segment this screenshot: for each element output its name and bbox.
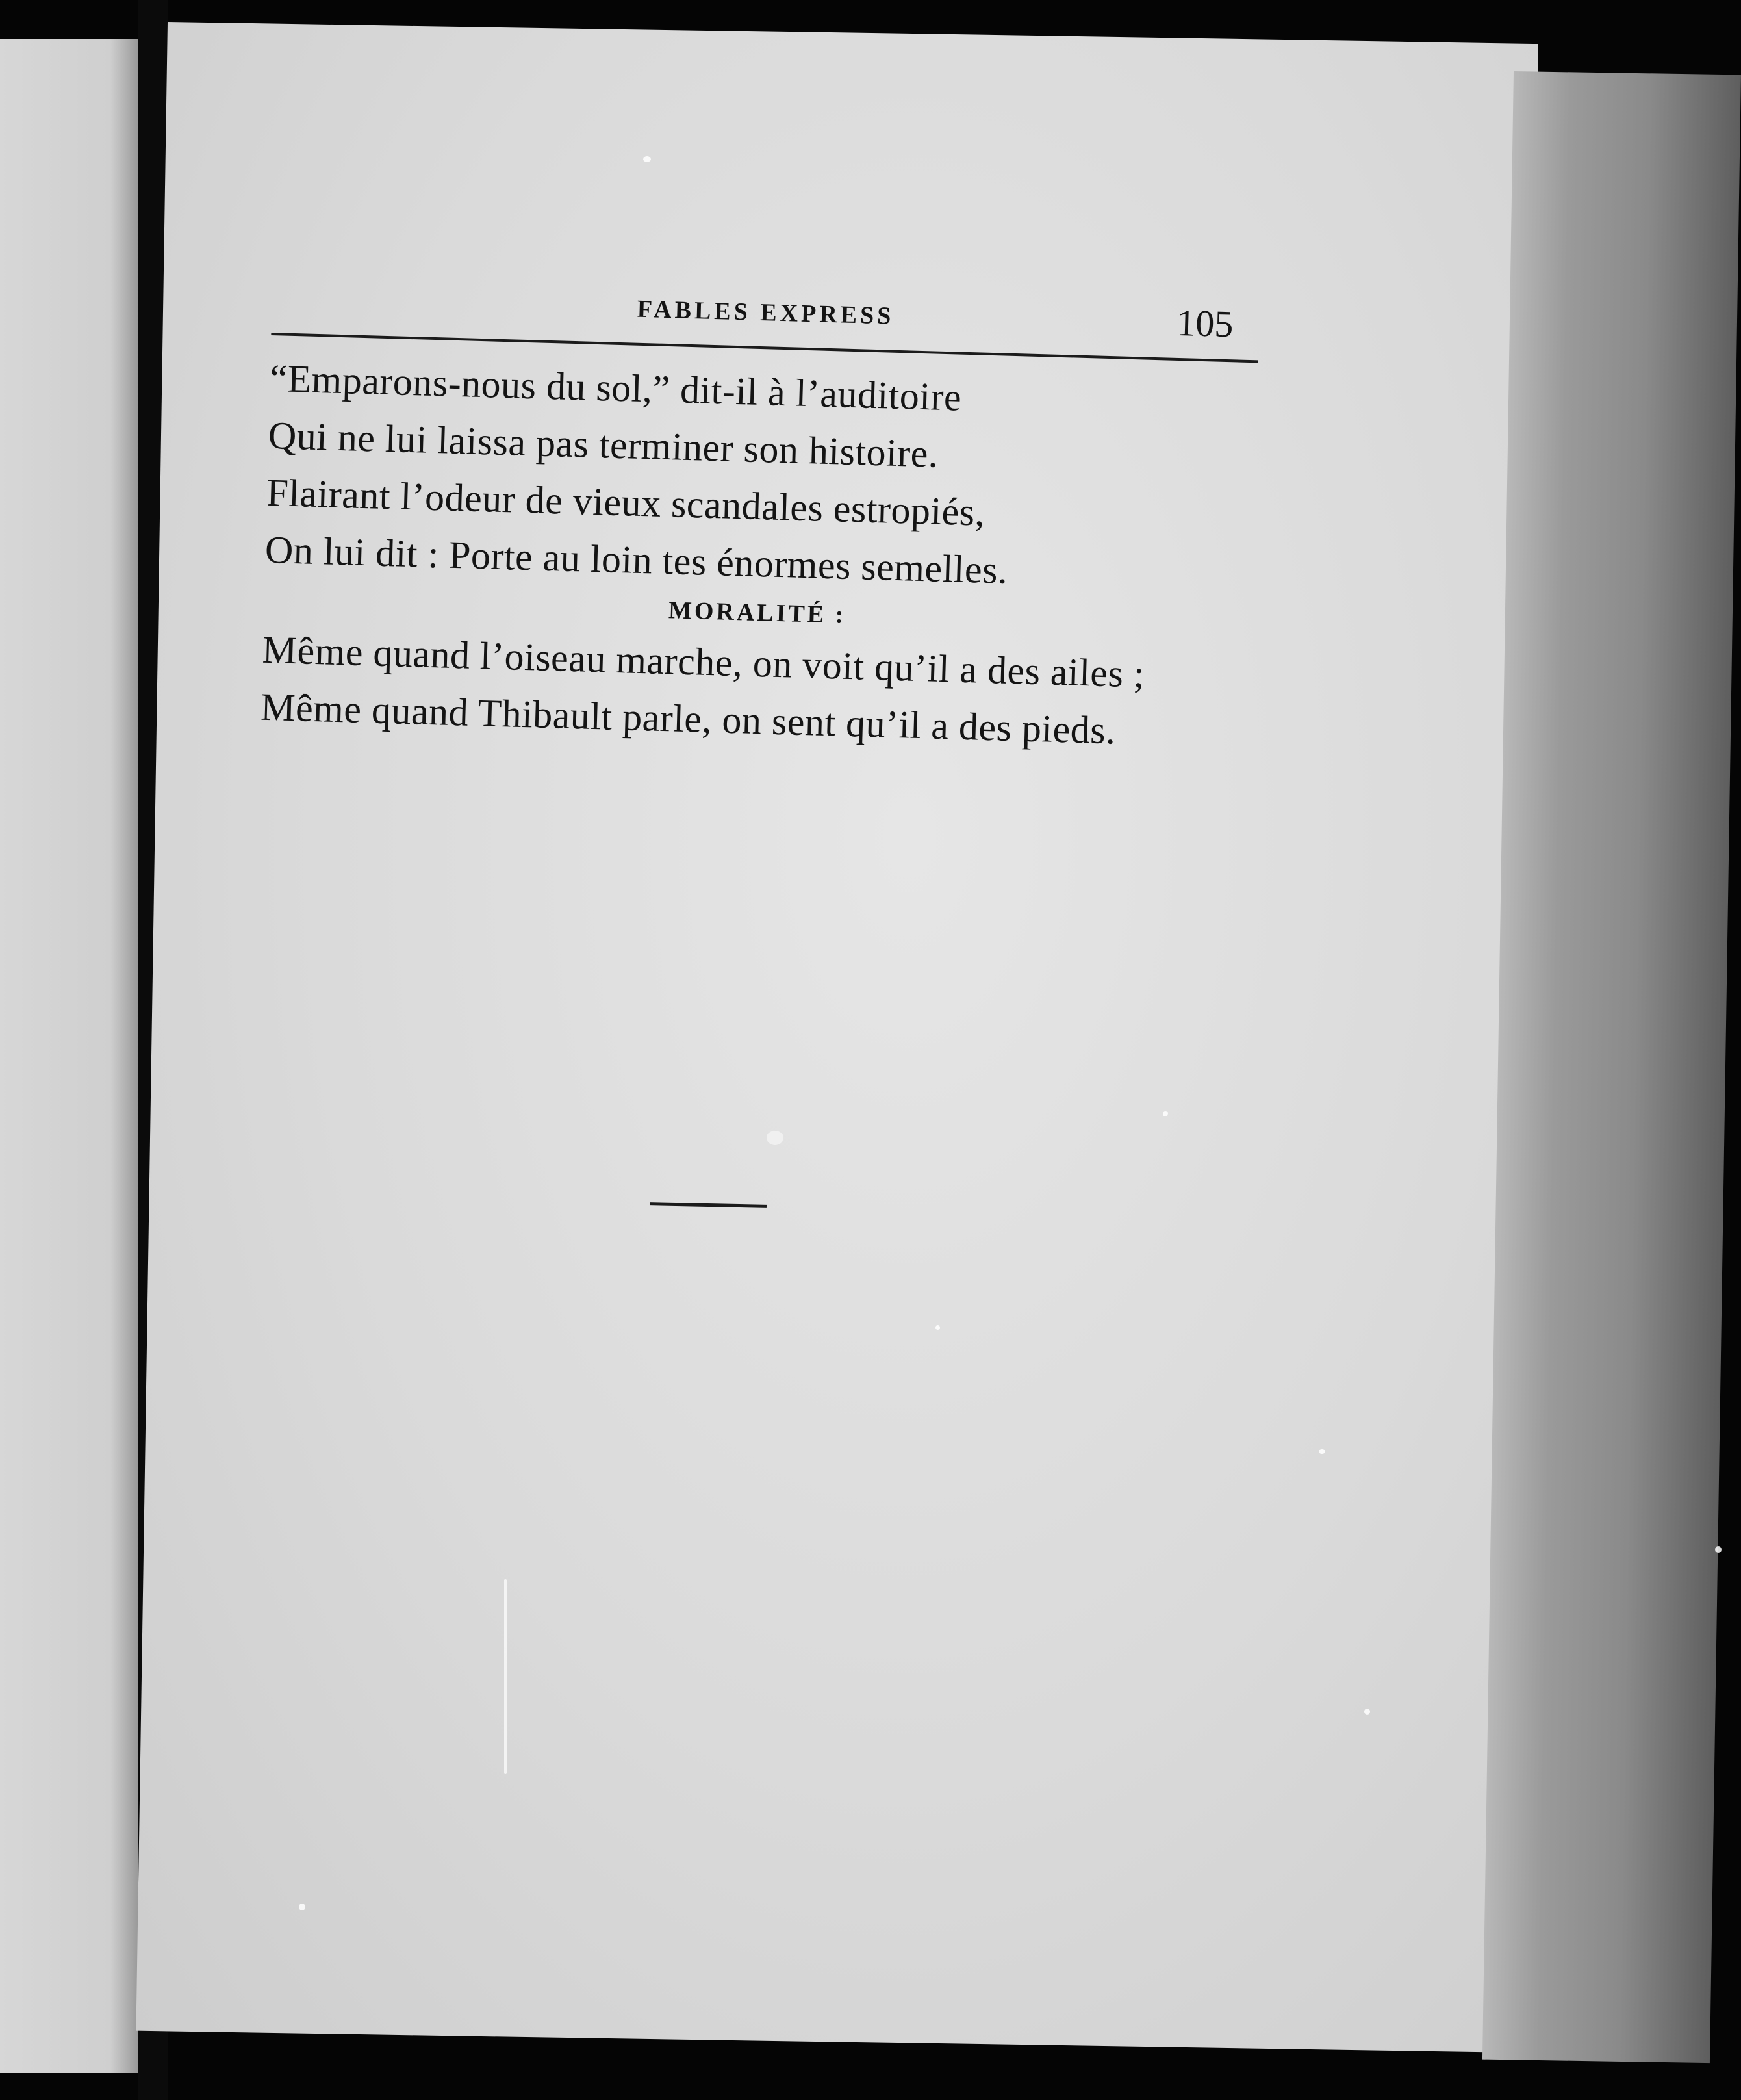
page-number: 105 (1176, 301, 1234, 346)
dust-speck (767, 1131, 783, 1145)
running-title: FABLES EXPRESS (637, 295, 895, 330)
dust-speck (1163, 1111, 1168, 1116)
fable-verses (264, 350, 1258, 606)
facing-page (0, 39, 138, 2073)
moral-heading: MORALITÉ : (668, 596, 846, 629)
verse-line: Qui ne lui laissa pas terminer son histoire. (268, 413, 939, 476)
dust-speck (299, 1904, 305, 1910)
dust-speck (1319, 1449, 1325, 1454)
page-stack-edge (1482, 71, 1741, 2063)
dust-speck (935, 1325, 940, 1330)
dust-speck (643, 156, 651, 162)
page-content (260, 273, 1260, 763)
dust-speck (1715, 1546, 1722, 1553)
dust-speck (1364, 1709, 1370, 1715)
moral-line: Même quand l’oiseau marche, on voit qu’il a des ailes ; (261, 628, 1145, 696)
verse-line: On lui dit : Porte au loin tes énormes semelles. (264, 528, 1009, 592)
dust-speck (504, 1579, 507, 1774)
verse-line: Flairant l’odeur de vieux scandales estropiés, (266, 470, 986, 534)
moral-line: Même quand Thibault parle, on sent qu’il a des pieds. (260, 685, 1117, 752)
verse-line: “Emparons-nous du sol,” dit-il à l’auditoire (269, 356, 963, 419)
